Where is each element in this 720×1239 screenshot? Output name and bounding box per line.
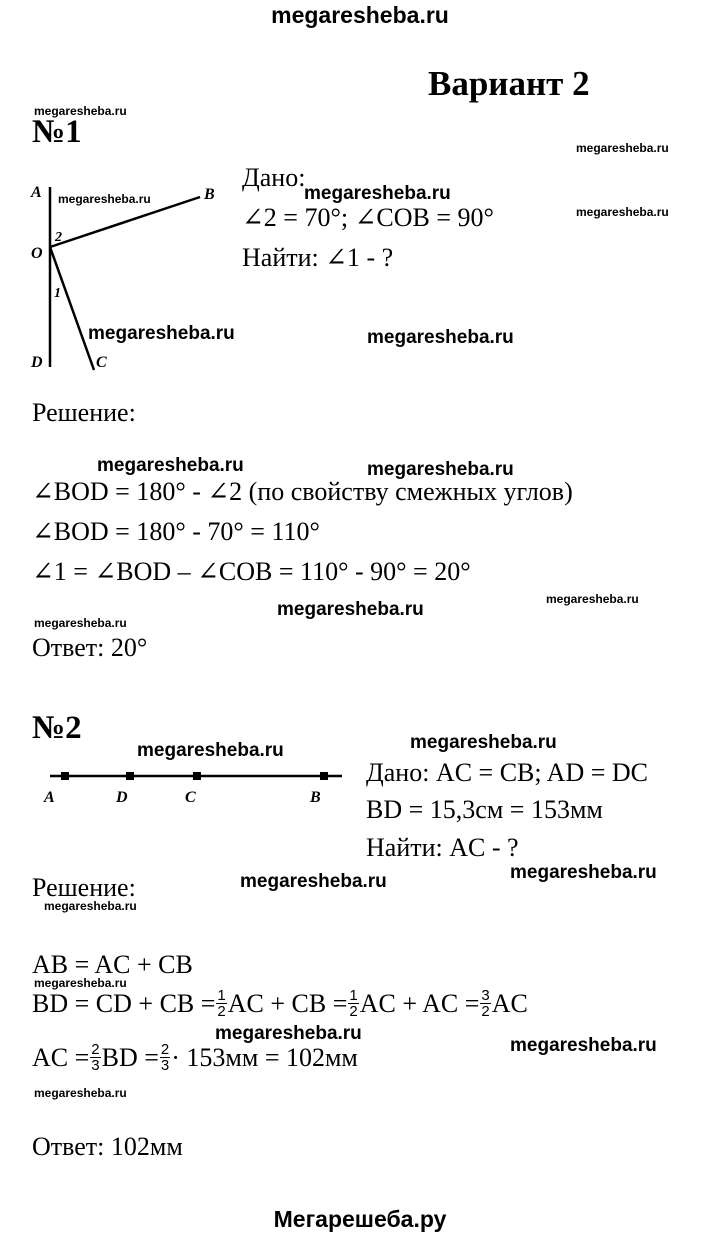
- task2-find: Найти: AC - ?: [366, 833, 519, 862]
- fraction: [160, 1042, 170, 1073]
- fraction: [348, 988, 358, 1019]
- ray-oc: [50, 247, 94, 370]
- task1-number: №1: [32, 114, 82, 150]
- watermark: megaresheba.ru: [410, 732, 557, 753]
- task2-solution-label: Решение:: [32, 873, 136, 902]
- watermark: megaresheba.ru: [34, 104, 127, 118]
- fraction-numerator: 2: [160, 1041, 170, 1058]
- fraction: [216, 988, 226, 1019]
- fraction-numerator: 1: [217, 987, 226, 1004]
- step3-end: · 153мм = 102мм: [171, 1042, 358, 1072]
- angle-label-2: 2: [55, 230, 62, 245]
- point-label-a: A: [44, 789, 55, 806]
- point-d: [126, 772, 134, 780]
- point-label-a: A: [31, 184, 42, 201]
- watermark: megaresheba.ru: [576, 205, 669, 219]
- point-label-c: C: [185, 789, 196, 806]
- fraction-denominator: 2: [217, 1003, 226, 1020]
- watermark: megaresheba.ru: [97, 455, 244, 476]
- task2-given-1: Дано: AC = CB; AD = DC: [366, 758, 649, 787]
- watermark: megaresheba.ru: [546, 592, 639, 606]
- watermark: megaresheba.ru: [34, 1086, 127, 1100]
- fraction-denominator: 2: [481, 1003, 490, 1020]
- point-label-o: O: [31, 245, 43, 262]
- fraction-numerator: 1: [349, 987, 358, 1004]
- watermark: megaresheba.ru: [240, 871, 387, 892]
- task1-solution-label: Решение:: [32, 398, 136, 427]
- step2-mid1: AC + CB =: [227, 988, 348, 1018]
- header-site: megaresheba.ru: [271, 2, 449, 28]
- watermark: megaresheba.ru: [34, 616, 127, 630]
- watermark: megaresheba.ru: [44, 899, 137, 913]
- task1-step-2: ∠BOD = 180° - 70° = 110°: [32, 517, 320, 546]
- watermark: megaresheba.ru: [576, 141, 669, 155]
- watermark: megaresheba.ru: [215, 1023, 362, 1044]
- fraction-numerator: 3: [481, 987, 490, 1004]
- task2-segment-diagram: [30, 762, 350, 808]
- point-label-d: D: [31, 354, 43, 371]
- fraction: [90, 1042, 100, 1073]
- watermark: megaresheba.ru: [367, 327, 514, 348]
- watermark: megaresheba.ru: [304, 183, 451, 204]
- point-label-b: B: [310, 789, 321, 806]
- task2-given-2: BD = 15,3см = 153мм: [366, 795, 603, 824]
- watermark: megaresheba.ru: [88, 323, 235, 344]
- watermark: megaresheba.ru: [510, 1035, 657, 1056]
- point-c: [193, 772, 201, 780]
- step3-mid: BD =: [101, 1042, 159, 1072]
- fraction-denominator: 3: [91, 1057, 100, 1074]
- point-a: [61, 772, 69, 780]
- fraction-denominator: 2: [349, 1003, 358, 1020]
- footer-site: Мегарешеба.ру: [273, 1206, 447, 1232]
- task1-find: Найти: ∠1 - ?: [242, 243, 394, 272]
- task2-answer: Ответ: 102мм: [32, 1132, 183, 1161]
- task2-step-3: [32, 1042, 358, 1073]
- point-label-c: C: [96, 354, 107, 371]
- fraction-numerator: 2: [91, 1041, 100, 1058]
- watermark: megaresheba.ru: [137, 740, 284, 761]
- step3-lhs: AC =: [32, 1042, 90, 1072]
- variant-title: Вариант 2: [428, 64, 590, 103]
- task1-given: ∠2 = 70°; ∠COB = 90°: [242, 203, 494, 232]
- watermark: megaresheba.ru: [510, 862, 657, 883]
- watermark: megaresheba.ru: [367, 459, 514, 480]
- task1-answer: Ответ: 20°: [32, 633, 148, 662]
- task1-step-3: ∠1 = ∠BOD – ∠COB = 110° - 90° = 20°: [32, 557, 471, 586]
- point-b: [320, 772, 328, 780]
- watermark: megaresheba.ru: [58, 192, 151, 206]
- task1-given-label: Дано:: [242, 163, 306, 192]
- step2-mid2: AC + AC =: [359, 988, 480, 1018]
- fraction-denominator: 3: [160, 1057, 170, 1074]
- step2-lhs: BD = CD + CB =: [32, 988, 216, 1018]
- step2-end: AC: [491, 988, 528, 1018]
- task2-number: №2: [32, 710, 82, 746]
- task2-step-2: [32, 988, 528, 1019]
- point-label-b: B: [204, 186, 215, 203]
- task1-step-1: ∠BOD = 180° - ∠2 (по свойству смежных углов): [32, 477, 573, 506]
- task2-step-1: AB = AC + CB: [32, 950, 193, 979]
- angle-label-1: 1: [54, 286, 61, 301]
- fraction: [480, 988, 490, 1019]
- watermark: megaresheba.ru: [34, 976, 127, 990]
- watermark: megaresheba.ru: [277, 599, 424, 620]
- point-label-d: D: [116, 789, 128, 806]
